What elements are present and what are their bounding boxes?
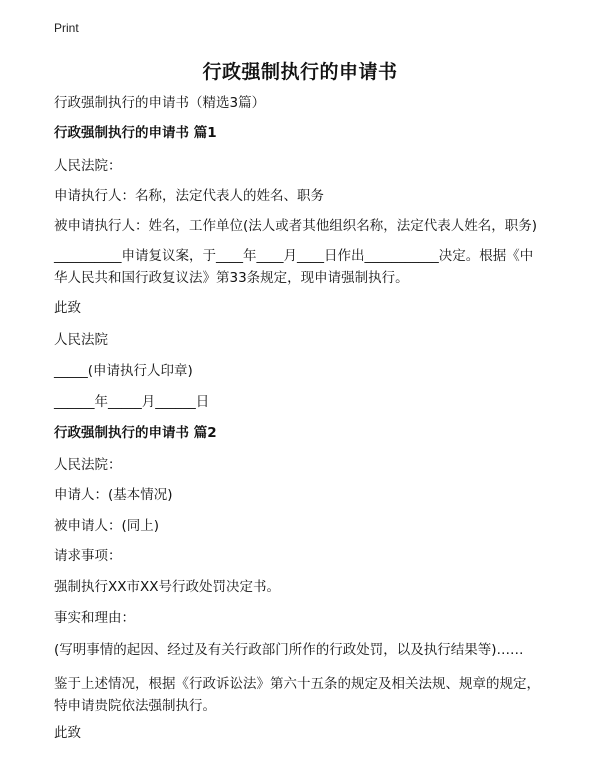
- section-heading-2: 行政强制执行的申请书 篇2: [54, 425, 217, 441]
- request-label: 请求事项：: [54, 548, 122, 564]
- request-content: 强制执行XX市XX号行政处罚决定书。: [54, 579, 280, 595]
- conclusion-line-1: 鉴于上述情况，根据《行政诉讼法》第六十五条的规定及相关法规、规章的规定，: [54, 676, 540, 692]
- court-address-2: 人民法院：: [54, 457, 122, 473]
- salutation-2: 此致: [54, 725, 81, 741]
- court-closing-1: 人民法院: [54, 332, 108, 348]
- respondent-line-1: 被申请执行人：姓名，工作单位(法人或者其他组织名称，法定代表人姓名，职务): [54, 218, 538, 234]
- print-label[interactable]: Print: [54, 21, 79, 35]
- salutation-1: 此致: [54, 300, 81, 316]
- date-line-1: ______年_____月______日: [54, 394, 210, 410]
- body-paragraph-1-line-1: __________申请复议案，于____年____月____日作出___________决定。根据《中: [54, 248, 534, 264]
- body-paragraph-1-line-2: 华人民共和国行政复议法》第33条规定，现申请强制执行。: [54, 270, 409, 286]
- facts-content: (写明事情的起因、经过及有关行政部门所作的行政处罚，以及执行结果等)……: [54, 642, 524, 658]
- conclusion-paragraph: [54, 673, 550, 717]
- applicant-line-2: 申请人：(基本情况): [54, 487, 173, 503]
- body-paragraph-1: [54, 245, 550, 289]
- respondent-line-2: 被申请人：(同上): [54, 518, 160, 534]
- court-address-1: 人民法院：: [54, 158, 122, 174]
- conclusion-line-2: 特申请贵院依法强制执行。: [54, 698, 216, 714]
- applicant-line-1: 申请执行人：名称，法定代表人的姓名、职务: [54, 188, 324, 204]
- applicant-seal-1: _____(申请执行人印章): [54, 363, 193, 379]
- document-subtitle: 行政强制执行的申请书（精选3篇）: [54, 95, 266, 111]
- facts-label: 事实和理由：: [54, 610, 135, 626]
- section-heading-1: 行政强制执行的申请书 篇1: [54, 125, 217, 141]
- document-title: 行政强制执行的申请书: [202, 61, 398, 83]
